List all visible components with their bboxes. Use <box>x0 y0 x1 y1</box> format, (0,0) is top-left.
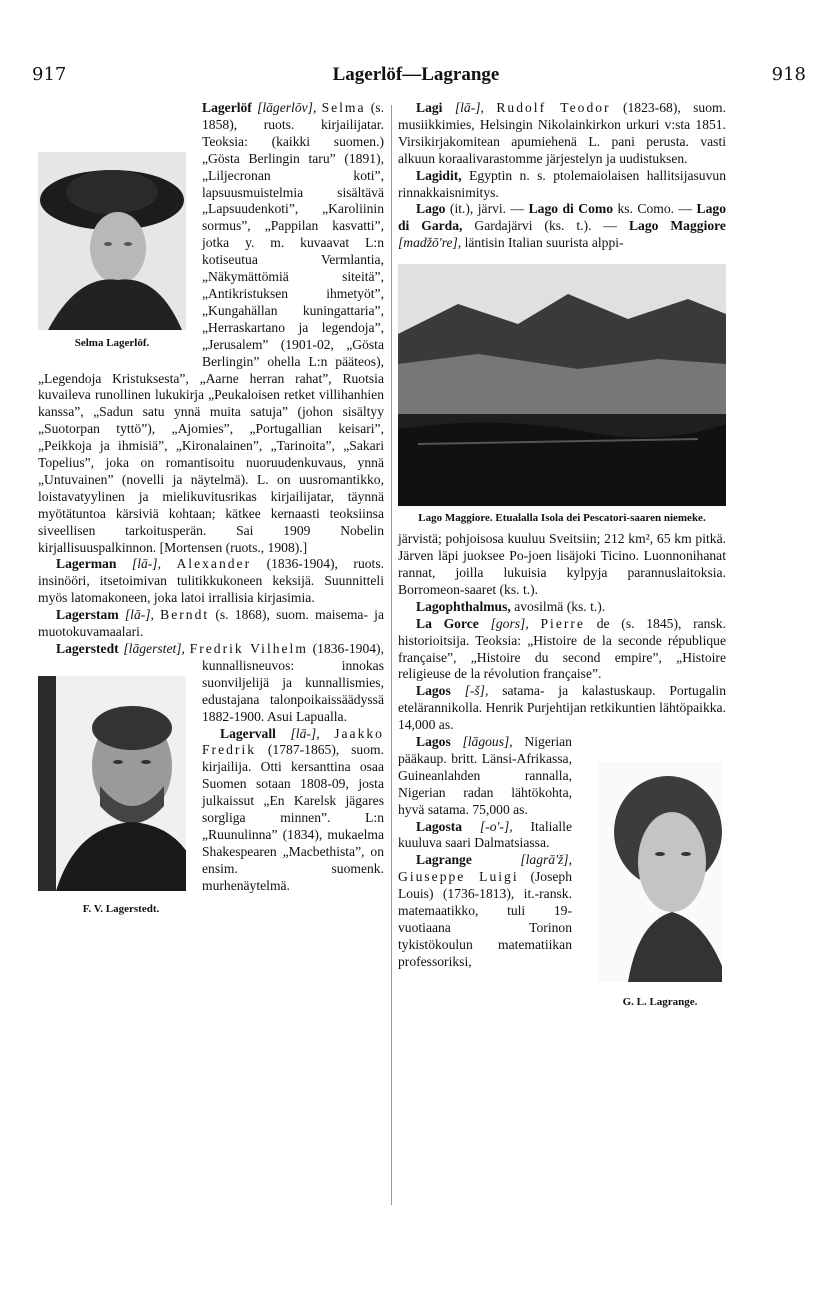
figure-caption: F. V. Lagerstedt. <box>82 902 160 915</box>
entry-text: (s. 1868), suom. maisema- ja muotokuvamaalari. <box>38 607 384 640</box>
landscape-photo <box>398 264 726 506</box>
headword: Lagerlöf <box>202 100 252 115</box>
person-name: Berndt <box>160 607 210 623</box>
entry-lagerstam <box>38 607 384 641</box>
headword: Lagosta <box>416 818 463 834</box>
headword: Lagophthalmus, <box>416 598 511 614</box>
entry-text: satama- ja kalastuskaup. Portugalin etelärannikolla. Henrik Purjehtijan retkikuntien lähtöpaikka. 14,000 as. <box>398 683 726 733</box>
entry-lago-maggiore-cont <box>398 531 726 599</box>
entry-text: (1836-1904), ruots. insinööri, itsetoimivan tulitikkukoneen keksijä. Suunnitteli myös latomakoneen, joka latoi irrallisia kirjasimia. <box>38 556 385 606</box>
person-name: Giuseppe Luigi <box>398 869 519 885</box>
entry-text: (1823-68), suom. musiikkimies, Helsingin Nikolainkirkon urkuri v:sta 1851. Virsikirjakomitean apumiehenä L. pani perusta. vasti alkuun koraalivarastomme järjestelyn ja uudistuksen. <box>398 100 726 166</box>
headword: Lagerman <box>56 556 117 572</box>
headword: Lagervall <box>220 725 276 741</box>
portrait-illustration <box>38 152 186 330</box>
portrait-engraving <box>580 762 722 982</box>
pronunciation: [lāgerlōv], <box>257 100 317 115</box>
person-name: Alexander <box>176 556 252 572</box>
entry-text: ks. Como. — <box>617 201 693 217</box>
pronunciation: [lā-], <box>124 607 154 623</box>
figure-lagerlof <box>38 152 192 352</box>
portrait-photo <box>38 152 186 330</box>
pronunciation: [-š], <box>464 683 489 699</box>
pronunciation: [lāgerstet], <box>123 641 185 656</box>
headword: La Gorce <box>416 615 479 631</box>
entry-lago <box>398 201 726 252</box>
person-name: Selma <box>321 100 366 115</box>
page-number-left: 917 <box>32 64 67 85</box>
headword: Lagrange <box>416 852 472 868</box>
entry-text: Italialle kuuluva saari Dalmatsiassa. <box>398 818 572 851</box>
column-divider <box>391 105 392 1205</box>
headword: Lagi <box>416 100 443 115</box>
headword: Lagos <box>416 683 451 699</box>
page-number-right: 918 <box>771 64 806 85</box>
entry-text: Egyptin n. s. ptolemaiolaisen hallitsijasuvun rinnakkaisnimitys. <box>398 167 726 200</box>
right-column <box>398 100 726 1016</box>
entry-text: (it.), järvi. — <box>449 201 525 217</box>
headword: Lagerstam <box>56 607 119 623</box>
person-name: Jaakko Fredrik <box>202 725 384 758</box>
figure-lago-maggiore <box>398 264 726 525</box>
headword-lago-di-garda: Lago di Garda, <box>398 201 726 234</box>
person-name: Fredrik Vilhelm <box>189 641 308 656</box>
entry-lagi <box>398 100 726 168</box>
figure-lagrange <box>580 762 726 1014</box>
entry-lagerlof <box>38 100 384 556</box>
left-column <box>38 100 384 928</box>
headword: Lagerstedt <box>56 641 119 656</box>
pronunciation: [lā-], <box>131 556 161 572</box>
entry-text: Gardajärvi (ks. t.). — <box>474 218 618 234</box>
pronunciation: [lā-], <box>290 725 320 741</box>
figure-caption: Selma Lagerlöf. <box>74 337 150 349</box>
entry-text: Nigerian pääkaup. britt. Länsi-Afrikassa, Guineanlahden rannalla, Nigerian radan lähtökohta, hyvä satama. 75,000 as. <box>398 734 572 817</box>
headword-lago-di-como: Lago di Como <box>528 201 614 217</box>
person-name: Rudolf Teodor <box>496 100 611 115</box>
pronunciation: [madžō're], <box>398 235 462 251</box>
headword-lago-maggiore: Lago Maggiore <box>628 218 726 234</box>
entry-text: de (s. 1845), ransk. historioitsija. Teoksia: „Histoire de la seconde république française”, „Histoire du second empire”, „Histoire religieuse de la révolution française”. <box>398 615 726 682</box>
entry-text: (s. 1858), ruots. kirjailijatar. Teoksia: (kaikki suomen.) „Gösta Berlingin taru” (1891), „Liljecronan koti”, lapsuusmuistelmia sisältävä „Lapsuudenkoti”, „Karoliinin sormus”, „Pappilan kasvatti”, jotka y. m. kuvaavat L:n kotiseutua Vermlantia, „Näkymättömiä siteitä”, „Antikristuksen ihmetyöt”, „Kungahällan kuningattaria”, „Herraskartano ja legendoja”, „Jerusalem” (1901-02, „Gösta Berlingin” ohella L:n pääteos), „Legendoja Kristuksesta”, „Aarne herran rahat”, Ruotsia kuvaileva runollinen lukukirja „Peukaloisen retket villihanhien kanssa”, „Sadun satu ynnä muita satuja” (johon sisältyy „Suotorpan tyttö”), „Ajomies”, „Portugallian keisari”, „Peikkoja ja ihmisiä”, „Kironalainen”, „Tarinoita”, „Sakari Topelius”, joka on romantisoitu nuoruudenkuvaus, ynnä „Untuvainen” (novelli ja näytelmä). L. on uusromantikko, loistavatyylinen ja mielikuvitusrikas kirjailijatar, täynnä myötätuntoa kärsiviä kohtaan; kätkee kernaasti teoksiinsa siveellisen tarkoitusperän. Sai 1909 Nobelin kirjallisuuspalkinnon. [Mortensen (ruots., 1908).] <box>38 100 384 555</box>
pronunciation: [gors], <box>490 615 529 631</box>
pronunciation: [-o'-], <box>479 818 513 834</box>
person-name: Pierre <box>540 615 585 631</box>
entry-la-gorce <box>398 616 726 684</box>
lake-landscape-illustration <box>398 264 726 506</box>
entry-lagos-portugal <box>398 683 726 734</box>
pronunciation: [lā-], <box>454 100 484 115</box>
headword: Lagidit, <box>416 167 462 183</box>
figure-caption: G. L. Lagrange. <box>622 996 698 1009</box>
entry-text: (1787-1865), suom. kirjailija. Otti kersanttina osaa Suomen sotaan 1808-09, josta julkaissut „En Karelsk jägares sorgliga minnen”. L:n „Ruunulinna” (1834), mukaelma Shakespearen „Macbethista”, on ensim. suomenk. murhenäytelmä. <box>202 742 384 893</box>
entry-lagophthalmus <box>398 599 726 616</box>
portrait-photo <box>38 676 186 891</box>
figure-caption: Lago Maggiore. Etualalla Isola dei Pescatori-saaren niemeke. <box>418 512 706 525</box>
headword: Lago <box>416 201 446 217</box>
headword: Lagos <box>416 734 451 750</box>
figure-lagerstedt <box>38 676 192 926</box>
pronunciation: [lāgous], <box>462 734 513 750</box>
entry-lagidit <box>398 168 726 202</box>
pronunciation: [lagrā'ž], <box>520 852 572 868</box>
entry-text: avosilmä (ks. t.). <box>514 598 606 614</box>
entry-text: läntisin Italian suurista alppi- <box>464 235 624 251</box>
portrait-illustration <box>598 762 722 982</box>
portrait-illustration <box>56 676 186 891</box>
entry-text: järvistä; pohjoisosa kuuluu Sveitsiin; 212 km², 65 km pitkä. Järven läpi juoksee Po-joen lisäjoki Ticino. Luonnonihanat rannat, joilla lukuisia kylpyja parannuslaitoksia. Borromeon-saaret (ks. t.). <box>398 531 726 597</box>
running-head-title: Lagerlöf—Lagrange <box>332 64 500 85</box>
entry-text: (1836-1904), kunnallisneuvos: innokas suonviljelijä ja kunnallismies, edustajana talonpoikaissäädyssä 1882-1900. Asui Lapualla. <box>202 641 384 724</box>
entry-text: (Joseph Louis) (1736-1813), it.-ransk. matemaatikko, tuli 19-vuotiaana Torinon tykistökoulun matematiikan professoriksi, <box>398 869 572 969</box>
entry-lagerman <box>38 556 384 607</box>
